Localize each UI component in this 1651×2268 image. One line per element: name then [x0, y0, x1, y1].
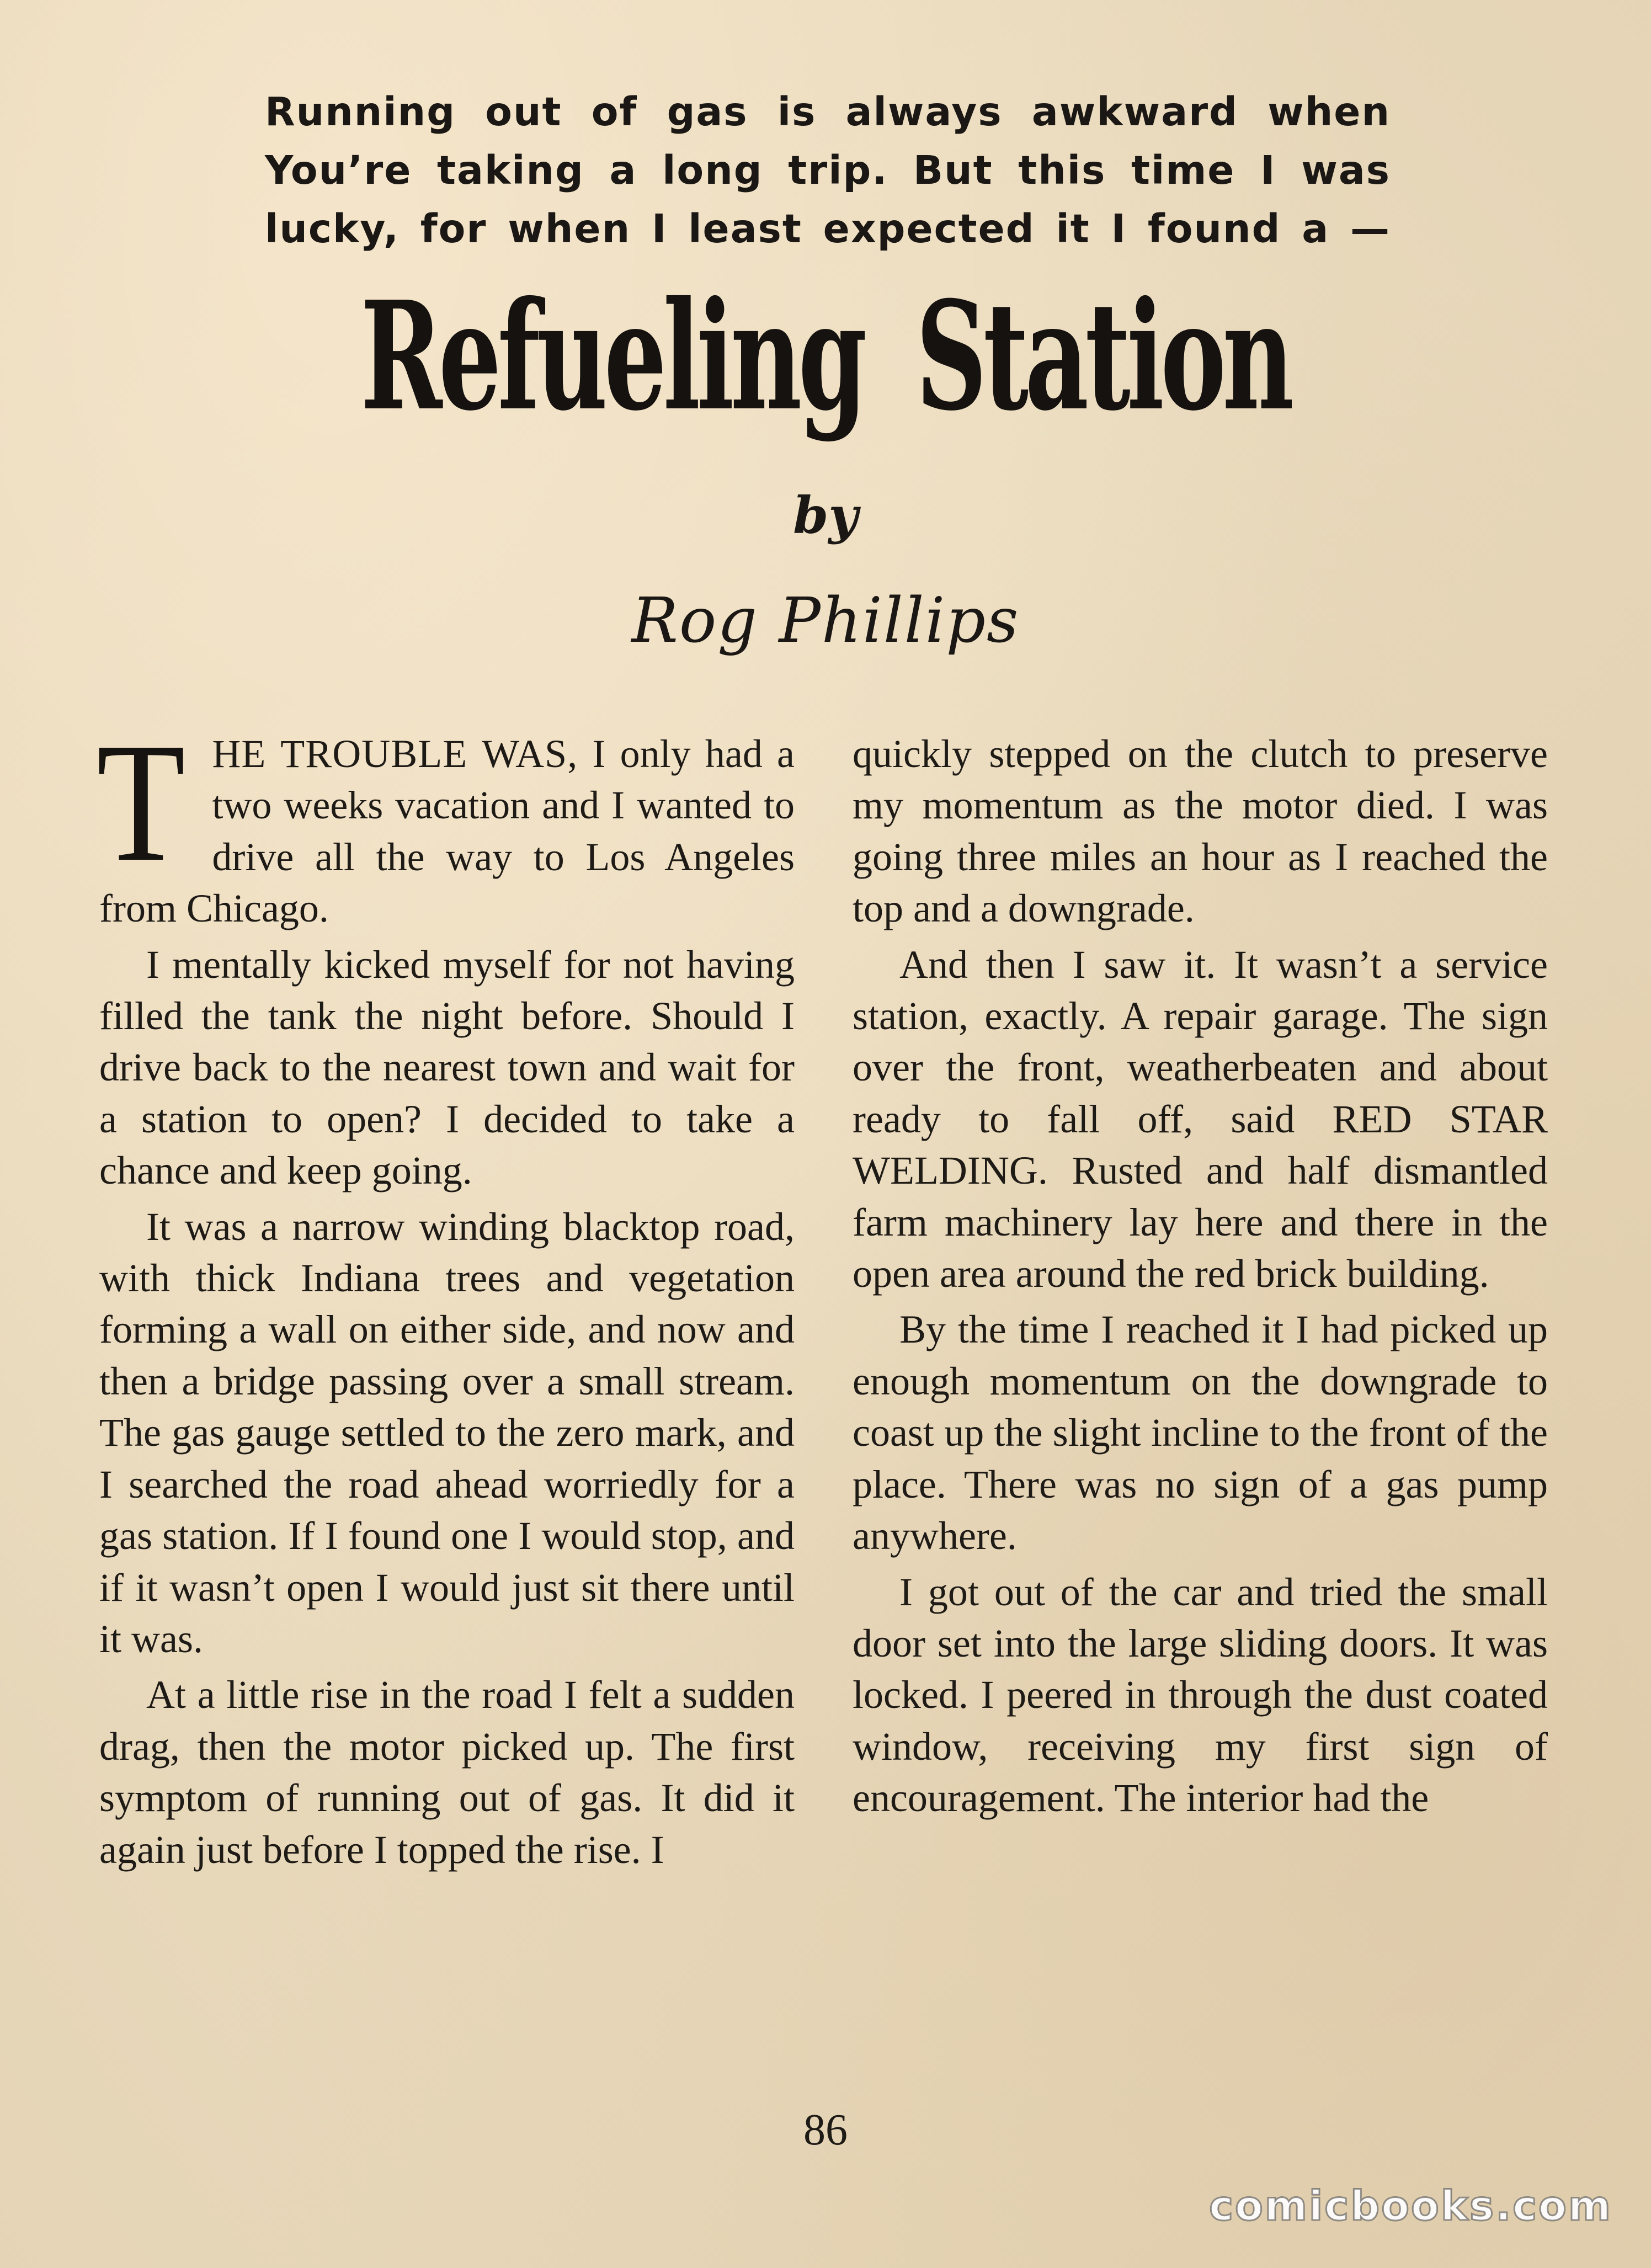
paragraph-2: I mentally kicked myself for not having filled the tank the night before. Should I drive back to the nearest town and wait for a station to open? I decided to take a chance and keep going.	[99, 942, 795, 1193]
paragraph-1	[97, 708, 795, 935]
paragraph-1-text: I only had a two weeks vacation and I wanted to drive all the way to Los Angeles from Chicago.	[99, 732, 795, 931]
watermark: comicbooks.com	[1209, 2182, 1612, 2230]
byline-by: by	[793, 486, 858, 545]
byline-author: Rog Phillips	[631, 585, 1020, 657]
lead-in-caps: HE TROUBLE WAS,	[212, 732, 578, 776]
drop-cap: T	[97, 708, 185, 897]
story-title: Refueling Station	[360, 268, 1291, 444]
paragraph-4: At a little rise in the road I felt a sudden drag, then the motor picked up. The first symptom of running out of gas. It did it again just before I topped the rise. I	[99, 1673, 795, 1872]
page-number: 86	[803, 2106, 848, 2154]
teaser-blurb	[265, 83, 1391, 258]
paragraph-7: By the time I reached it I had picked up enough momentum on the downgrade to coast up the slight incline to the front of the place. There was no sign of a gas pump anywhere.	[853, 1307, 1548, 1558]
paragraph-8: I got out of the car and tried the small door set into the large sliding doors. It was locked. I peered in through the dust coated window, receiving my first sign of encouragement. The interior had the	[853, 1569, 1548, 1820]
teaser-line-2: You’re taking a long trip. But this time I was	[265, 147, 1391, 193]
teaser-line-3: lucky, for when I least expected it I found a —	[265, 206, 1391, 252]
paragraph-3: It was a narrow winding blacktop road, with thick Indiana trees and vegetation forming a wall on either side, and now and then a bridge passing over a small stream. The gas gauge settled to the zero mark, and I searched the road ahead worriedly for a gas station. If I found one I would stop, and if it wasn’t open I would just sit there until it was.	[99, 1204, 795, 1661]
paragraph-5: quickly stepped on the clutch to preserve my momentum as the motor died. I was going three miles an hour as I reached the top and a downgrade.	[853, 732, 1548, 931]
article-column-right	[853, 728, 1548, 1829]
article-column-left	[97, 708, 795, 1880]
teaser-line-1: Running out of gas is always awkward when	[265, 89, 1391, 135]
paragraph-6: And then I saw it. It wasn’t a service station, exactly. A repair garage. The sign over the front, weatherbeaten and about ready to fall off, said RED STAR WELDING. Rusted and half dismantled farm machinery lay here and there in the open area around the red brick building.	[853, 942, 1548, 1296]
